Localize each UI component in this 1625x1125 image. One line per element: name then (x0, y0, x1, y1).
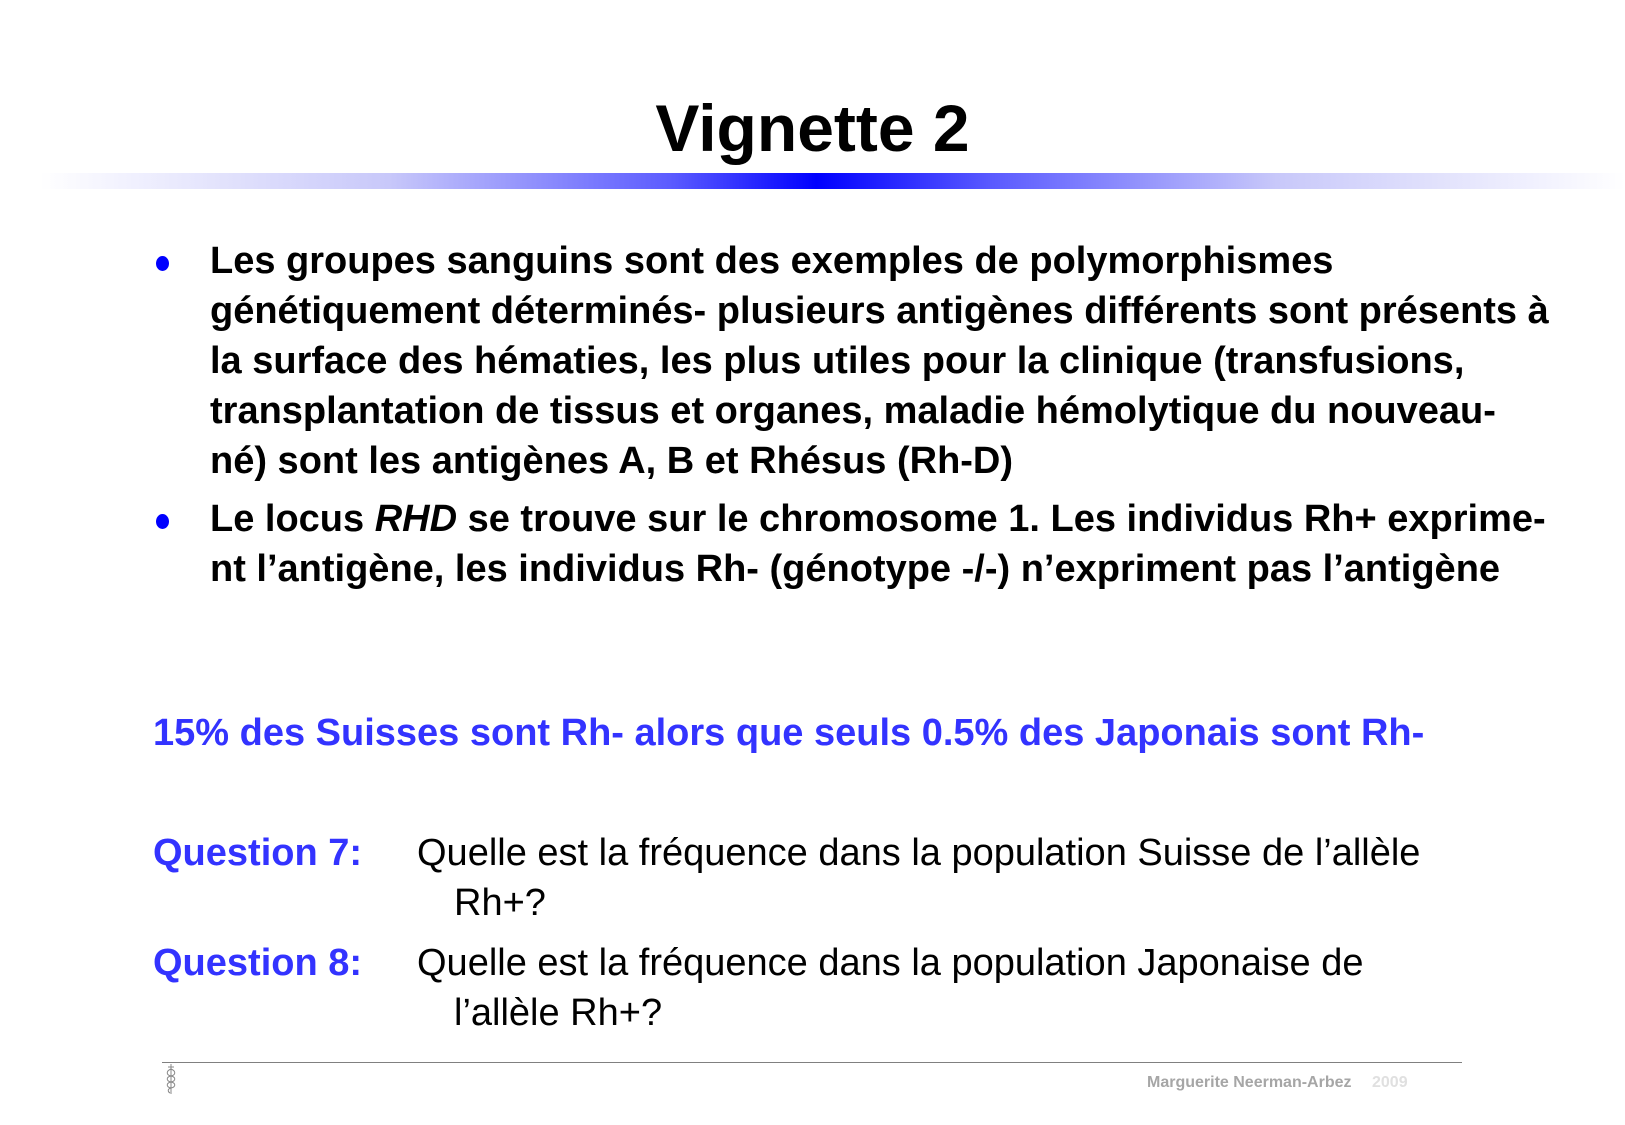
footer-year: 2009 (1372, 1074, 1408, 1091)
bullet-text-after: se trouve sur le chromosome 1. Les individus Rh+ expriment l’antigène, les individus Rh- (génotype -/-) n’expriment pas l’antigène (210, 498, 1546, 590)
bullet-dot-icon (156, 256, 169, 271)
footer-divider (162, 1062, 1462, 1063)
caduceus-icon (164, 1064, 178, 1094)
bullet-item-rhd-locus (150, 494, 1550, 594)
slide-title: Vignette 2 (655, 91, 970, 165)
question-7 (153, 828, 1553, 928)
question-8 (153, 938, 1553, 1038)
bullet-item-blood-groups (150, 236, 1550, 486)
question-line-2: l’allèle Rh+? (454, 992, 663, 1034)
question-text (153, 938, 1553, 1038)
bullet-list (150, 236, 1550, 602)
question-label: Question 8: (153, 942, 363, 984)
title-gradient-rule (40, 173, 1625, 189)
question-line-1: Quelle est la fréquence dans la population Suisse de l’allèle (417, 832, 1421, 874)
question-label: Question 7: (153, 832, 363, 874)
highlight-statement: 15% des Suisses sont Rh- alors que seuls 0.5% des Japonais sont Rh- (153, 712, 1425, 754)
bullet-text-before: Le locus (210, 498, 375, 540)
question-line-2: Rh+? (454, 882, 546, 924)
question-line-1: Quelle est la fréquence dans la population Japonaise de (417, 942, 1364, 984)
bullet-dot-icon (156, 514, 169, 529)
footer-author: Marguerite Neerman-Arbez (1147, 1074, 1352, 1091)
bullet-text-italic-gene: RHD (374, 498, 458, 540)
bullet-text: Les groupes sanguins sont des exemples de polymorphismes génétiquement déterminés- plusieurs antigènes différents sont présents à la surface des hématies, les plus utiles pour la clinique (transfusions, transplantation de tissus et organes, maladie hémolytique du nouveau-né) sont les antigènes A, B et Rhésus (Rh-D) (210, 240, 1549, 482)
question-text (153, 828, 1553, 928)
